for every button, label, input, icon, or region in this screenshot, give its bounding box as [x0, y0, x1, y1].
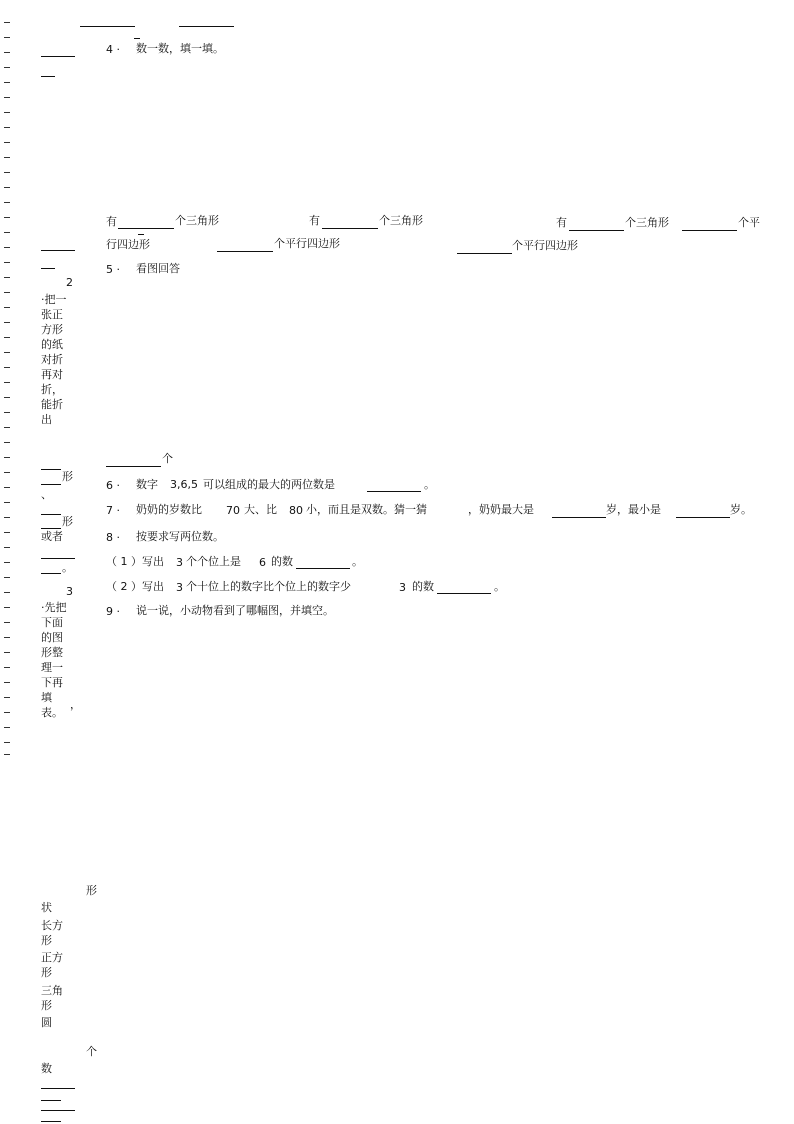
answer-blank[interactable]: [41, 250, 75, 251]
q8-part1-p1: （ 1 ）写出: [106, 555, 164, 568]
answer-blank[interactable]: [41, 528, 61, 529]
table-row-square: 正方形: [41, 951, 63, 979]
answer-blank[interactable]: [41, 1121, 61, 1122]
answer-blank[interactable]: [41, 1088, 75, 1089]
answer-blank[interactable]: [41, 1100, 61, 1101]
table-row-triangle: 三角形: [41, 984, 63, 1012]
answer-blank[interactable]: [118, 228, 174, 229]
answer-blank[interactable]: [217, 251, 273, 252]
q8-number: 8 ·: [106, 531, 120, 544]
count-c-parallelogram-start: 个平: [738, 216, 760, 229]
q7-p3: 小，而且是双数。猜一猜: [306, 503, 427, 516]
q7-p4: ，奶奶最大是: [468, 503, 534, 516]
answer-blank[interactable]: [41, 76, 55, 77]
q3-text: ·先把下面的图形整理一下再填表。: [41, 601, 67, 719]
q8-part2-n1: 3: [176, 581, 183, 594]
q6-digits: 3,6,5: [170, 478, 198, 491]
count-a-triangle: 个三角形: [175, 214, 219, 227]
answer-blank[interactable]: [106, 466, 161, 467]
q2-shape-1: 形: [62, 470, 73, 483]
answer-blank[interactable]: [296, 568, 350, 569]
q6-end: 。: [424, 478, 435, 491]
q7-number: 7 ·: [106, 504, 120, 517]
answer-blank[interactable]: [322, 228, 378, 229]
q6-question: 可以组成的最大的两位数是: [203, 478, 335, 491]
q8-part1-n1: 3: [176, 556, 183, 569]
q5-unit: 个: [162, 452, 173, 465]
count-a-prefix: 有: [106, 215, 117, 228]
q5-number: 5 ·: [106, 263, 120, 276]
q6-number: 6 ·: [106, 479, 120, 492]
answer-blank[interactable]: [41, 56, 75, 57]
q8-part1-end: 。: [352, 555, 363, 568]
q6-prefix: 数字: [136, 478, 158, 491]
q5-text: 看图回答: [136, 262, 180, 275]
count-a-parallelogram: 行四边形: [106, 238, 150, 251]
q3-number: 3: [66, 585, 73, 598]
answer-blank[interactable]: [179, 26, 234, 27]
answer-blank[interactable]: [682, 230, 737, 231]
q8-text: 按要求写两位数。: [136, 530, 224, 543]
q2-period: 。: [62, 561, 73, 574]
binding-line: [0, 0, 14, 760]
q2-or: 或者: [41, 530, 63, 543]
q8-part2-p1: （ 2 ）写出: [106, 580, 164, 593]
answer-blank[interactable]: [41, 573, 61, 574]
q8-part2-p2: 个十位上的数字比个位上的数字少: [186, 580, 351, 593]
q7-n2: 80: [289, 504, 303, 517]
q7-p2: 大、比: [244, 503, 277, 516]
answer-blank[interactable]: [138, 234, 144, 235]
q2-text: ·把一张正方形的纸对折再对折，能折出: [41, 293, 67, 426]
table-row-circle: 圆: [41, 1016, 52, 1029]
answer-blank[interactable]: [457, 253, 512, 254]
q4-number: 4 ·: [106, 43, 120, 56]
answer-blank[interactable]: [41, 1110, 75, 1111]
q8-part2-end: 。: [494, 580, 505, 593]
answer-blank[interactable]: [569, 230, 624, 231]
q9-number: 9 ·: [106, 605, 120, 618]
q4-text: 数一数，填一填。: [136, 42, 224, 55]
answer-blank[interactable]: [676, 517, 730, 518]
count-b-prefix: 有: [309, 214, 320, 227]
q3-comma: ，: [70, 698, 81, 711]
q8-part1-p3: 的数: [271, 555, 293, 568]
q7-p1: 奶奶的岁数比: [136, 503, 202, 516]
table-header-count: 个: [86, 1045, 97, 1058]
table-header-shape: 形: [86, 884, 97, 897]
answer-blank[interactable]: [437, 593, 491, 594]
q9-text: 说一说，小动物看到了哪幅图，并填空。: [136, 604, 334, 617]
answer-blank[interactable]: [41, 268, 55, 269]
table-header-shape-2: 状: [41, 901, 52, 914]
count-b-parallelogram: 个平行四边形: [274, 237, 340, 250]
q7-n1: 70: [226, 504, 240, 517]
answer-blank[interactable]: [41, 558, 75, 559]
answer-blank[interactable]: [41, 469, 61, 470]
q2-number: 2: [66, 276, 73, 289]
answer-blank[interactable]: [41, 484, 61, 485]
q7-p6: 岁。: [730, 503, 752, 516]
answer-blank[interactable]: [367, 491, 421, 492]
answer-blank[interactable]: [80, 26, 135, 27]
q2-shape-2: 形: [62, 515, 73, 528]
q7-p5: 岁，最小是: [606, 503, 661, 516]
count-c-prefix: 有: [556, 216, 567, 229]
table-header-count-2: 数: [41, 1062, 52, 1075]
count-c-triangle: 个三角形: [625, 216, 669, 229]
answer-blank[interactable]: [41, 514, 61, 515]
q8-part2-n2: 3: [399, 581, 406, 594]
q2-separator: 、: [41, 488, 52, 501]
q8-part1-n2: 6: [259, 556, 266, 569]
q8-part2-p3: 的数: [412, 580, 434, 593]
count-c-parallelogram: 个平行四边形: [512, 239, 578, 252]
answer-blank[interactable]: [134, 38, 140, 39]
count-b-triangle: 个三角形: [379, 214, 423, 227]
table-row-rectangle: 长方形: [41, 919, 63, 947]
q8-part1-p2: 个个位上是: [186, 555, 241, 568]
answer-blank[interactable]: [552, 517, 606, 518]
